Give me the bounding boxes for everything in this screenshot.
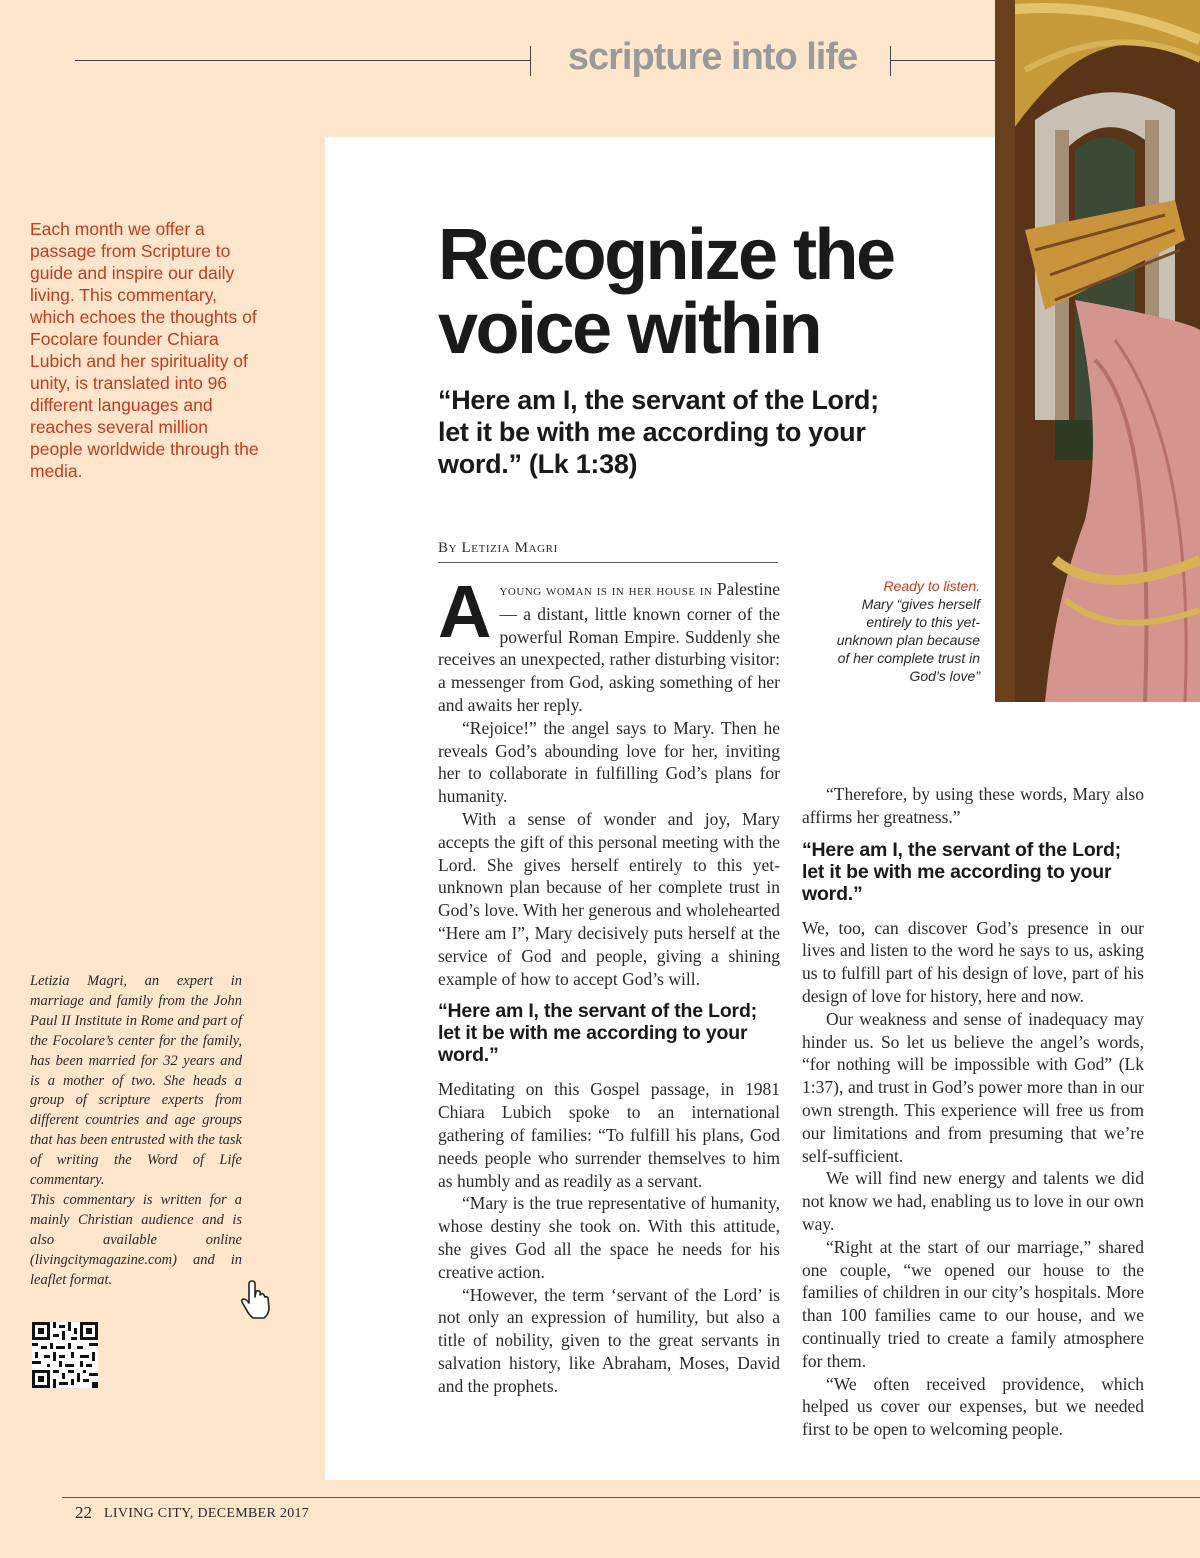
header-rule-right [891, 60, 995, 61]
article-column-2 [802, 783, 1144, 1441]
paragraph: “Right at the start of our marriage,” shared one couple, “we opened our house to the families of children in our city’s hospitals. More than 100 families came to our house, and we continually tried to create a family atmosphere for them. [802, 1236, 1144, 1371]
article-subtitle: “Here am I, the servant of the Lord; let it be with me according to your word.” (Lk 1:38) [438, 385, 879, 479]
annunciation-painting [995, 0, 1200, 702]
caption-lead: Ready to listen. [883, 578, 980, 594]
footer-rule [62, 1497, 1200, 1498]
paragraph: We, too, can discover God’s presence in our lives and listen to the word he says to us, asking us to fulfill part of his design of love, part of his design of love for history, here and now. [802, 917, 1144, 1006]
photo-caption [830, 577, 980, 685]
paragraph: “Rejoice!” the angel says to Mary. Then he reveals God’s abounding love for her, inviting her to collaborate in fulfilling God’s plans for humanity. [438, 717, 780, 807]
bio-note: This commentary is written for a mainly Christian audience and is also available online (livingcitymagazine.com) and in leaflet format. [30, 1191, 242, 1288]
painting-illustration [995, 0, 1200, 702]
drop-cap: A [438, 570, 492, 653]
pointer-hand-icon [240, 1280, 274, 1320]
paragraph: Meditating on this Gospel passage, in 1981 Chiara Lubich spoke to an international gathering of families: “To fulfill his plans, God needs people who surrender themselves to him as humbly and as readily as a servant. [438, 1079, 780, 1191]
pull-quote: “Here am I, the servant of the Lord; let it be with me according to your word.” [802, 838, 1121, 905]
intro-blurb: Each month we offer a passage from Scripture to guide and inspire our daily living. This commentary, which echoes the thoughts of Focolare founder Chiara Lubich and her spirituality of unity, is translated into 96 different languages and reaches several million people worldwide through the media. [30, 219, 259, 481]
article-title: Recognize the voice within [438, 215, 894, 369]
header-rule-left [75, 60, 530, 61]
article-column-1 [438, 570, 780, 1398]
byline: By Letizia Magri [438, 540, 778, 563]
magazine-issue: LIVING CITY, DECEMBER 2017 [104, 1506, 310, 1521]
paragraph [438, 570, 780, 717]
paragraph: We will find new energy and talents we did not know we had, enabling us to love in our own way. [802, 1168, 1144, 1234]
header-tick-right [890, 46, 891, 76]
pull-quote: “Here am I, the servant of the Lord; let it be with me according to your word.” [438, 1000, 757, 1067]
paragraph: “However, the term ‘servant of the Lord’ is not only an expression of humility, but also a title of nobility, given to the great servants in salvation history, like Abraham, Moses, David and the prophets. [438, 1284, 780, 1396]
paragraph: “Mary is the true representative of humanity, whose destiny she took on. With this attitude, she gives God all the space he needs for his creative action. [438, 1193, 780, 1282]
paragraph: “Therefore, by using these words, Mary also affirms her greatness.” [802, 784, 1144, 827]
paragraph: “We often received providence, which helped us cover our expenses, but we needed first to be open to welcoming people. [802, 1373, 1144, 1440]
lead-in: young woman is in her house in [499, 583, 713, 599]
caption-text: Mary “gives herself entirely to this yet-unknown plan because of her complete trust in God’s love” [836, 596, 980, 684]
paragraph: With a sense of wonder and joy, Mary accepts the gift of this personal meeting with the Lord. She gives herself entirely to this yet-unknown plan because of her complete trust in God’s love. With her generous and wholehearted “Here am I”, Mary decisively puts herself at the service of God and people, giving a shining example of how to accept God’s will. [438, 808, 780, 989]
paragraph-text: Palestine — a distant, little known corner of the powerful Roman Empire. Suddenly she receives an unexpected, rather disturbing visitor: a messenger from God, asking something of her and awaits her reply. [438, 579, 780, 715]
bio-text: Letizia Magri, an expert in marriage and family from the John Paul II Institute in Rome and part of the Focolare’s center for the family, has been married for 32 years and is a mother of two. She heads a group of scripture experts from different countries and age groups that has been entrusted with the task of writing the Word of Life commentary. [30, 973, 242, 1189]
section-label: scripture into life [567, 36, 858, 78]
paragraph: Our weakness and sense of inadequacy may hinder us. So let us believe the angel’s words, “for nothing will be impossible with God” (Lk 1:37), and trust in God’s power more than in our own strength. This experience will free us from our limitations and from presuming that we’re self-sufficient. [802, 1008, 1144, 1166]
author-bio [30, 972, 242, 1291]
page-number: 22 [75, 1503, 92, 1522]
qr-code[interactable] [32, 1322, 98, 1388]
header-tick-left [530, 46, 531, 76]
